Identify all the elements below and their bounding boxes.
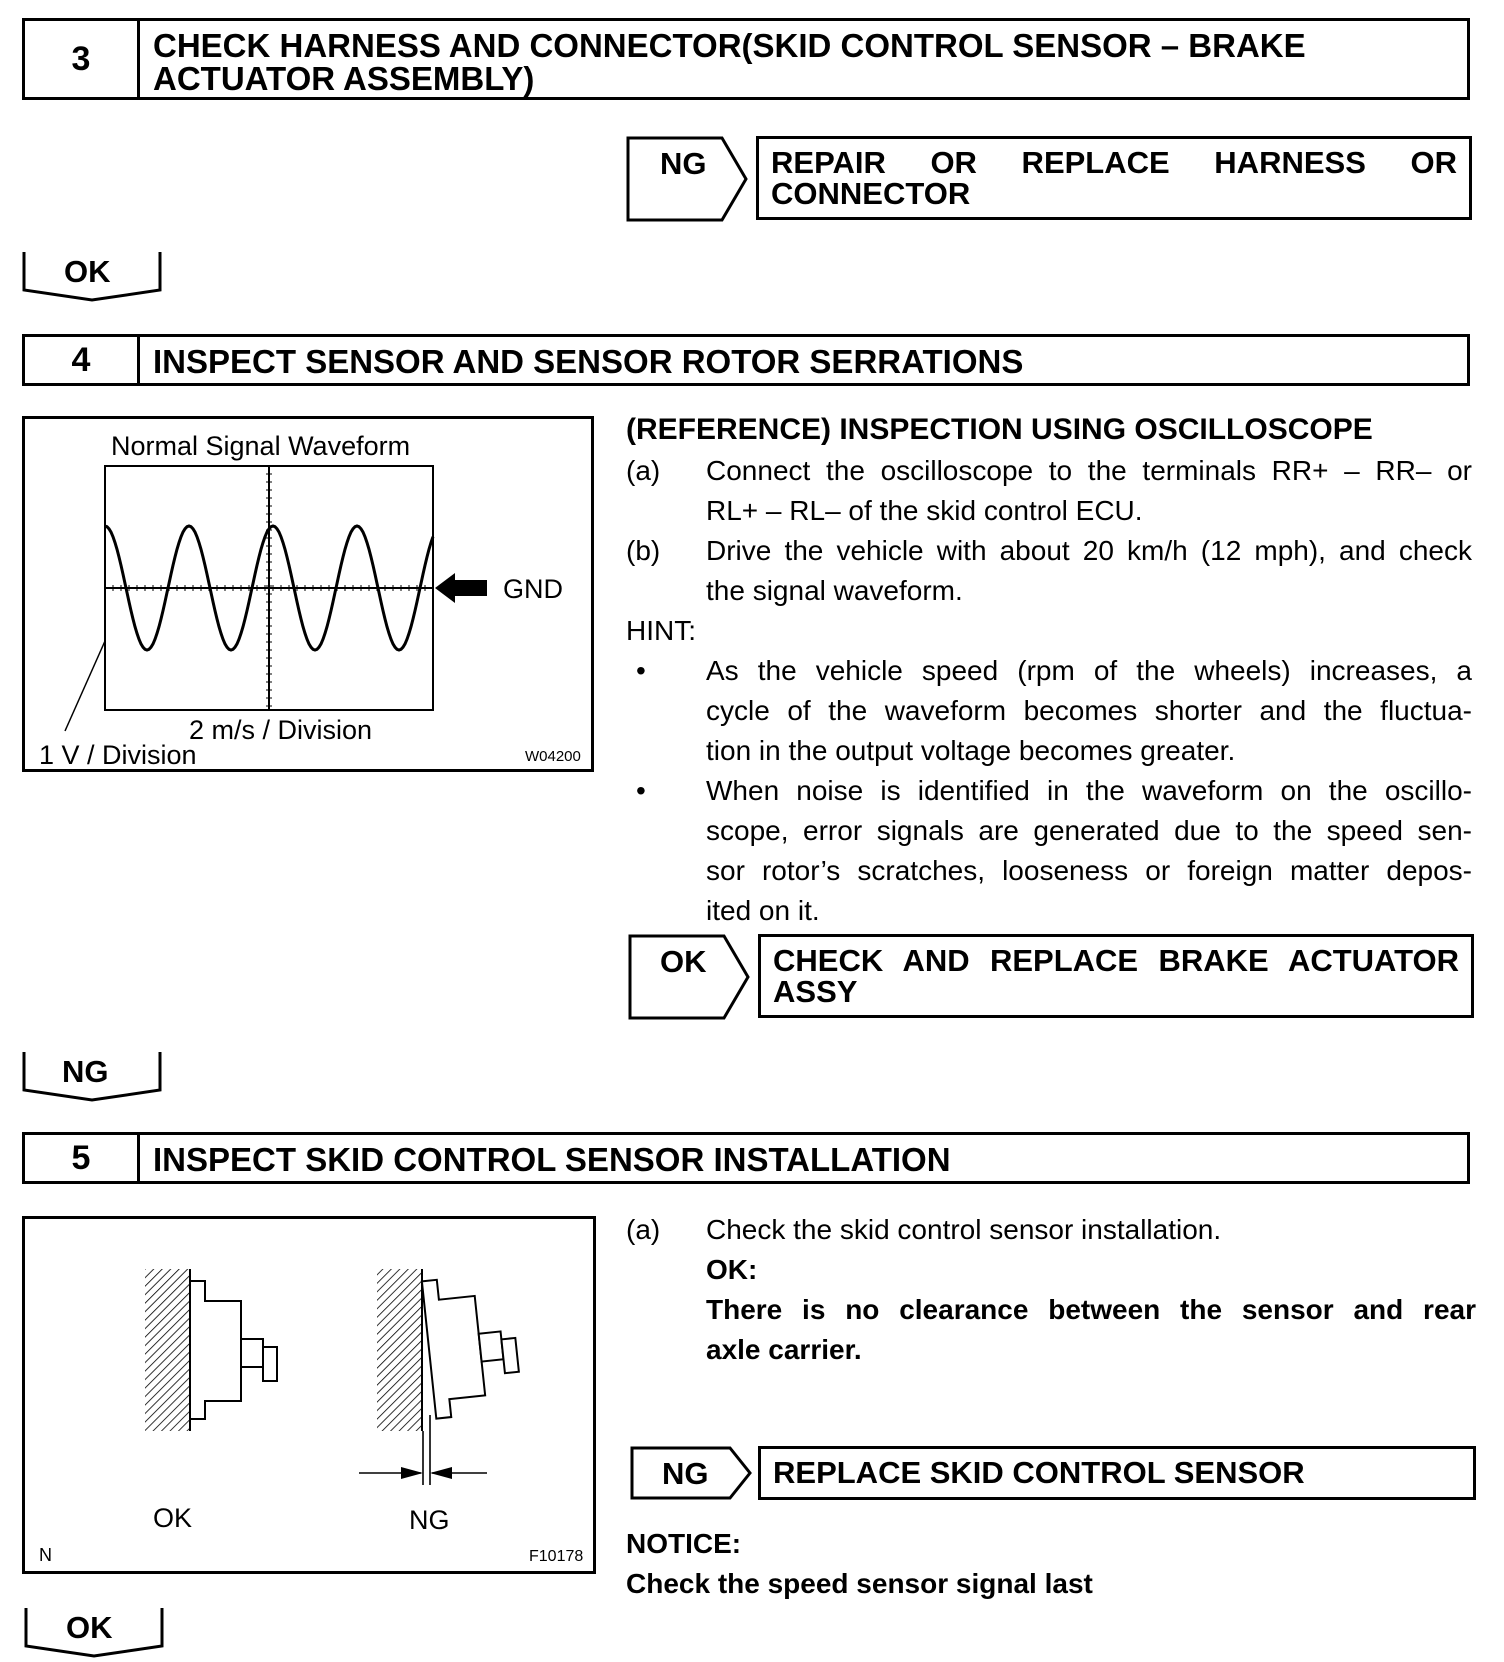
installation-svg bbox=[25, 1219, 593, 1571]
ok-spec-line1: There is no clearance between the sensor and rear bbox=[706, 1294, 1476, 1325]
ok-sensor-body bbox=[190, 1281, 241, 1419]
waveform-title: Normal Signal Waveform bbox=[111, 431, 411, 461]
step-4a-line1: Connect the oscilloscope to the terminals RR+ – RR– or bbox=[706, 455, 1472, 486]
hint-2-line2: scope, error signals are generated due to the speed sen- bbox=[706, 815, 1472, 846]
step-3-title-line1: CHECK HARNESS AND CONNECTOR(SKID CONTROL SENSOR – BRAKE bbox=[153, 27, 1306, 64]
waveform-svg bbox=[25, 419, 591, 769]
step-4-ok-result bbox=[758, 934, 1474, 1018]
step-3-title bbox=[153, 29, 1457, 95]
step-4b-line1: Drive the vehicle with about 20 km/h (12 mph), and check bbox=[706, 535, 1472, 566]
waveform-figure bbox=[22, 416, 594, 772]
x-division-label: 2 m/s / Division bbox=[189, 715, 373, 745]
figure-ok-label: OK bbox=[153, 1503, 193, 1533]
notice-text: Check the speed sensor signal last bbox=[626, 1568, 1093, 1599]
step-4a-line2: RL+ – RL– of the skid control ECU. bbox=[706, 495, 1143, 526]
hint-1-bullet: • bbox=[636, 655, 646, 686]
gap-arrowhead-left bbox=[401, 1467, 423, 1479]
ng-sensor bbox=[422, 1272, 523, 1418]
step-4a-label: (a) bbox=[626, 455, 661, 486]
step-5-ok-label: OK bbox=[66, 1610, 113, 1645]
ng-sensor-tab bbox=[501, 1338, 518, 1373]
step-5-header bbox=[22, 1132, 1470, 1184]
step-4-title: INSPECT SENSOR AND SENSOR ROTOR SERRATIONS bbox=[153, 343, 1024, 380]
y-division-leader bbox=[65, 641, 105, 731]
step-3-title-line2: ACTUATOR ASSEMBLY) bbox=[153, 60, 535, 97]
ng-sensor-connector bbox=[479, 1331, 504, 1361]
step-4-header bbox=[22, 334, 1470, 386]
step-5a-text: Check the skid control sensor installation. bbox=[706, 1214, 1222, 1245]
hint-2-line4: ited on it. bbox=[706, 895, 820, 926]
ng-carrier-wall bbox=[377, 1269, 422, 1431]
step-5-ng-result-text: REPLACE SKID CONTROL SENSOR bbox=[773, 1455, 1305, 1490]
gnd-label: GND bbox=[503, 574, 563, 604]
ok-sensor-connector bbox=[241, 1339, 263, 1367]
step-3-ok-label: OK bbox=[64, 254, 111, 289]
hint-2-bullet: • bbox=[636, 775, 646, 806]
step-4b-label: (b) bbox=[626, 535, 661, 566]
step-4-ok-result-line2: ASSY bbox=[773, 974, 858, 1009]
ok-sensor-tab bbox=[263, 1347, 277, 1381]
step-5-ng-result bbox=[758, 1446, 1476, 1500]
step-3-ng-result bbox=[756, 136, 1472, 220]
figure-ng-label: NG bbox=[409, 1505, 450, 1535]
gnd-arrow-icon bbox=[435, 573, 487, 603]
step-4-ok-label: OK bbox=[660, 944, 707, 979]
step-4-heading: (REFERENCE) INSPECTION USING OSCILLOSCOPE bbox=[626, 413, 1373, 446]
y-division-label: 1 V / Division bbox=[39, 740, 197, 769]
ok-spec-line2: axle carrier. bbox=[706, 1334, 862, 1365]
step-5-ng-label: NG bbox=[662, 1456, 709, 1491]
step-5-title: INSPECT SKID CONTROL SENSOR INSTALLATION bbox=[153, 1141, 951, 1178]
step-4-ng-label: NG bbox=[62, 1054, 109, 1089]
gap-arrowhead-right bbox=[430, 1467, 452, 1479]
step-3-number: 3 bbox=[25, 21, 140, 97]
figure-code: F10178 bbox=[529, 1548, 584, 1565]
hint-1-line1: As the vehicle speed (rpm of the wheels) increases, a bbox=[706, 655, 1472, 686]
hint-1-line2: cycle of the waveform becomes shorter and the fluctua- bbox=[706, 695, 1472, 726]
step-5a-label: (a) bbox=[626, 1214, 661, 1245]
step-5-number: 5 bbox=[25, 1135, 140, 1181]
step-3-ng-result-line2: CONNECTOR bbox=[771, 176, 971, 211]
step-3-ng-result-line1: REPAIR OR REPLACE HARNESS OR bbox=[771, 145, 1457, 180]
ok-carrier-wall bbox=[145, 1269, 190, 1431]
ok-spec-heading: OK: bbox=[706, 1254, 758, 1285]
hint-2-line3: sor rotor’s scratches, looseness or foreign matter depos- bbox=[706, 855, 1472, 886]
installation-figure bbox=[22, 1216, 596, 1574]
notice-label: NOTICE: bbox=[626, 1528, 742, 1559]
figure-corner-label: N bbox=[39, 1545, 52, 1565]
ng-sensor-body bbox=[422, 1276, 487, 1419]
step-4-number: 4 bbox=[25, 337, 140, 383]
hint-1-line3: tion in the output voltage becomes greater. bbox=[706, 735, 1236, 766]
step-4-ok-result-line1: CHECK AND REPLACE BRAKE ACTUATOR bbox=[773, 943, 1459, 978]
hint-2-line1: When noise is identified in the waveform on the oscillo- bbox=[706, 775, 1472, 806]
step-3-header bbox=[22, 18, 1470, 100]
step-3-ng-label: NG bbox=[660, 146, 707, 181]
figure-code: W04200 bbox=[525, 748, 581, 765]
step-4b-line2: the signal waveform. bbox=[706, 575, 963, 606]
hint-label: HINT: bbox=[626, 615, 696, 646]
